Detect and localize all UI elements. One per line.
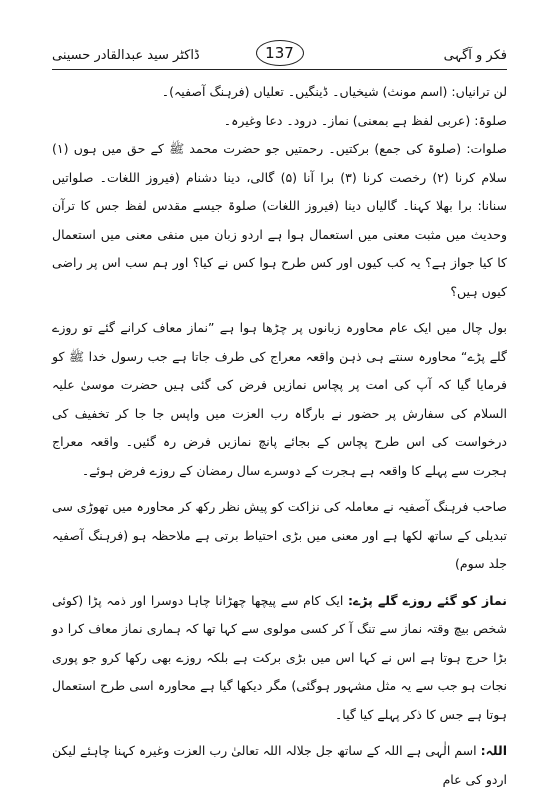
page-header (52, 40, 507, 70)
paragraph (52, 107, 507, 136)
book-title: فکر و آگہی (443, 48, 507, 63)
paragraph-text: لن ترانیاں: (اسم مونث) شیخیاں۔ ڈینگیں۔ تعلیاں (فرہنگ آصفیہ)۔ (161, 84, 507, 99)
paragraph-text: صلوۃ: (عربی لفظ ہے بمعنی) نماز۔ درود۔ دعا وغیرہ۔ (223, 112, 507, 128)
page-number: 137 (256, 40, 304, 66)
paragraph (52, 587, 507, 730)
paragraph-text: ایک کام سے پیچھا چھڑانا چاہا دوسرا اور ذمہ پڑا (کوئی شخص بیچ وقتہ نماز سے تنگ آ کر کسی مولوی سے کہا تھا کہ ہماری نماز معاف کرا دو بڑا حرج ہوتا ہے اس نے کہا اس میں بڑی برکت ہے بلکہ روزے بھی رکھا کرو جو پوری نجات ہو جب سے یہ مثل مشہور ہوگئی) مگر دیکھا گیا ہے محاورہ اسی طرح استعمال ہوتا ہے جس کا ذکر پہلے کیا گیا۔ (52, 592, 507, 722)
author-name: ڈاکٹر سید عبدالقادر حسینی (52, 48, 200, 63)
paragraph (52, 78, 507, 107)
paragraph-term: اللہ: (480, 743, 507, 758)
page-body (52, 78, 507, 794)
paragraph-text: صلوات: (صلوۃ کی جمع) برکتیں۔ رحمتیں جو حضرت محمد ﷺ کے حق میں ہوں (۱) سلام کرنا (۲) رخصت کرنا (۳) برا آنا (۵) گالی، دینا دشنام (فیروز اللغات۔ صلواتیں سنانا: برا بھلا کہنا۔ گالیاں دینا (فیروز اللغات) صلوۃ جیسے مقدس لفظ جس کا ترآن وحدیث میں مثبت معنی میں استعمال ہوا ہے اردو زبان میں منفی معنی میں استعمال کا کیا جواز ہے؟ یہ کب کیوں اور کس طرح ہوا کس نے کیا؟ اور ہم سب اس پر راضی کیوں ہیں؟ (52, 141, 507, 299)
paragraph-text: اسم الٰہی ہے اللہ کے ساتھ جل جلالہ اللہ تعالیٰ رب العزت وغیرہ کہنا چاہئے لیکن اردو کی عام (52, 743, 507, 787)
paragraph (52, 314, 507, 485)
header-divider (52, 69, 507, 70)
paragraph (52, 737, 507, 794)
paragraph (52, 135, 507, 306)
paragraph (52, 493, 507, 579)
paragraph-text: صاحب فرہنگ آصفیہ نے معاملہ کی نزاکت کو پیش نظر رکھ کر محاورہ میں تھوڑی سی تبدیلی کے ساتھ لکھا ہے اور معنی میں بڑی احتیاط برتی ہے ملاحظہ ہو (فرہنگ آصفیہ جلد سوم) (52, 499, 507, 571)
paragraph-text: بول چال میں ایک عام محاورہ زبانوں پر چڑھا ہوا ہے ”نماز معاف کرانے گئے تو روزے گلے پڑے“ محاورہ سنتے ہی ذہن واقعہ معراج کی طرف جاتا ہے جب رسول خدا ﷺ کو فرمایا گیا کہ آپ کی امت پر پچاس نمازیں فرض کی گئی ہیں حضرت موسیٰ علیہ السلام کی سفارش پر حضور نے بارگاہ رب العزت میں واپس جا جا کر تخفیف کی درخواست کی اس طرح پچاس کے بجائے پانچ نمازیں فرض رہ گئیں۔ واقعہ معراج ہجرت سے پہلے کا واقعہ ہے ہجرت کے دوسرے سال رمضان کے روزے فرض ہوئے۔ (52, 320, 507, 478)
paragraph-term: نماز کو گئے روزے گلے پڑے: (348, 592, 507, 608)
